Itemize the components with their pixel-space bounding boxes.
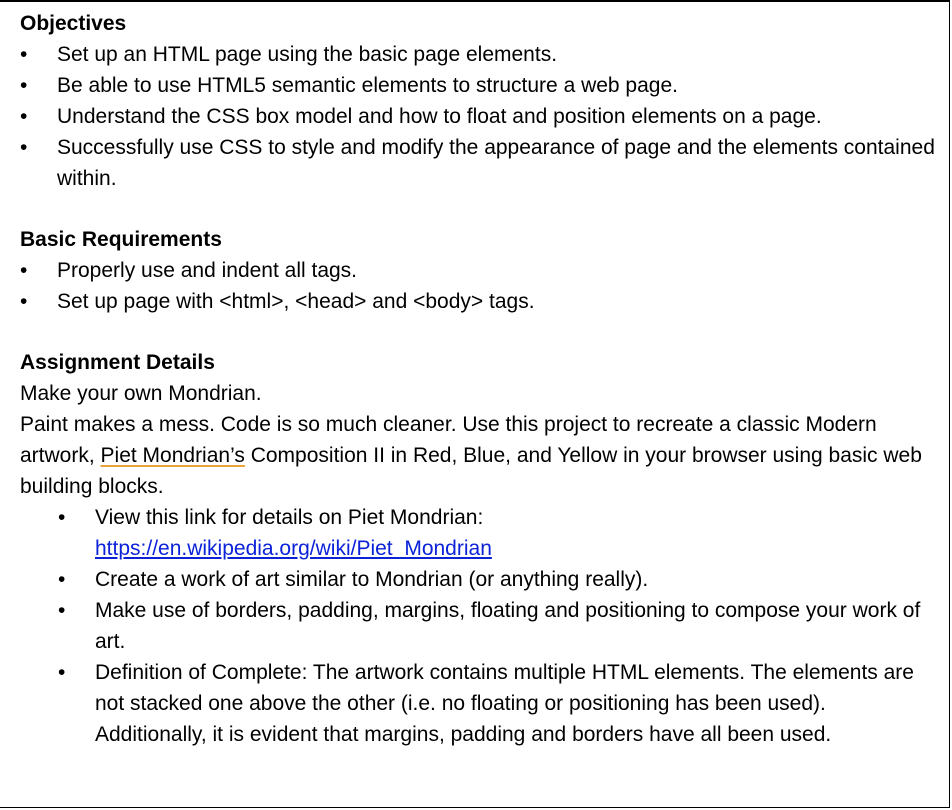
bullet-icon: •: [20, 136, 28, 159]
document-content: [20, 8, 935, 750]
list-item: • Set up an HTML page using the basic page elements.: [20, 39, 935, 70]
bullet-icon: •: [20, 290, 28, 313]
bullet-icon: •: [20, 259, 28, 282]
bullet-icon: •: [58, 661, 66, 684]
basic-requirements-heading: Basic Requirements: [20, 228, 222, 251]
list-item: • Create a work of art similar to Mondrian (or anything really).: [20, 564, 935, 595]
bullet-icon: •: [58, 568, 66, 591]
list-item: • Make use of borders, padding, margins, floating and positioning to compose your work of art.: [20, 595, 935, 657]
bullet-icon: •: [58, 506, 66, 529]
section-spacer: [20, 317, 935, 347]
list-item: • Properly use and indent all tags.: [20, 255, 935, 286]
assignment-details-list: [20, 502, 935, 750]
assignment-details-heading: Assignment Details: [20, 351, 215, 374]
objectives-heading: Objectives: [20, 12, 127, 35]
spellcheck-highlight: Piet Mondrian’s: [100, 444, 245, 467]
bullet-icon: •: [20, 43, 28, 66]
basic-requirements-list: [20, 255, 935, 317]
objectives-list: [20, 39, 935, 194]
mondrian-wikipedia-link[interactable]: https://en.wikipedia.org/wiki/Piet_Mondrian: [95, 537, 492, 560]
bullet-icon: •: [20, 105, 28, 128]
list-item: • Set up page with <html>, <head> and <body> tags.: [20, 286, 935, 317]
list-item: • Understand the CSS box model and how to float and position elements on a page.: [20, 101, 935, 132]
list-item: • Be able to use HTML5 semantic elements to structure a web page.: [20, 70, 935, 101]
assignment-intro: Make your own Mondrian.: [20, 382, 262, 405]
list-item: • Successfully use CSS to style and modify the appearance of page and the elements contained within.: [20, 132, 935, 194]
bullet-icon: •: [58, 599, 66, 622]
section-spacer: [20, 194, 935, 224]
assignment-description: Paint makes a mess. Code is so much cleaner. Use this project to recreate a classic Modern artwork, Piet Mondrian’s Composition II in Red, Blue, and Yellow in your browser using basic web building blocks.: [20, 413, 922, 498]
list-item: • Definition of Complete: The artwork contains multiple HTML elements. The elements are not stacked one above the other (i.e. no floating or positioning has been used). Additionally, it is evident that margins, padding and borders have all been used.: [20, 657, 935, 750]
list-item: • View this link for details on Piet Mondrian: https://en.wikipedia.org/wiki/Piet_Mondrian: [20, 502, 935, 564]
bullet-icon: •: [20, 74, 28, 97]
